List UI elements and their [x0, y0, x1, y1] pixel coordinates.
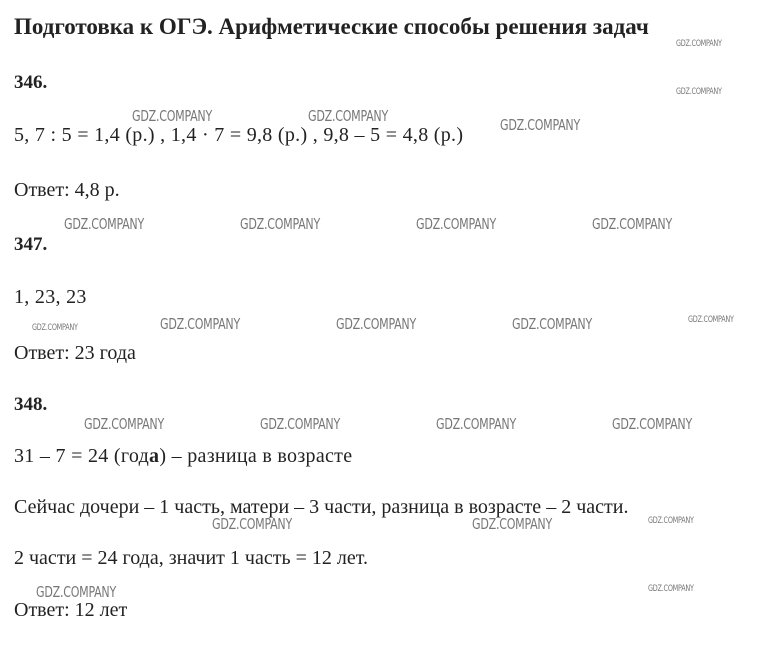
problem-347-number: 347.: [14, 234, 48, 255]
problem-347-answer: Ответ: 23 года: [14, 342, 136, 364]
watermark: GDZ.COMPANY: [132, 107, 212, 125]
watermark: GDZ.COMPANY: [436, 415, 516, 433]
problem-348-line3: 2 части = 24 года, значит 1 часть = 12 лет.: [14, 547, 368, 569]
watermark: GDZ.COMPANY: [64, 215, 144, 233]
watermark: GDZ.COMPANY: [240, 215, 320, 233]
watermark: GDZ.COMPANY: [260, 415, 340, 433]
problem-348-line2: Сейчас дочери – 1 часть, матери – 3 части, разница в возрасте – 2 части.: [14, 496, 629, 518]
problem-346-solution: 5, 7 : 5 = 1,4 (р.) , 1,4 · 7 = 9,8 (р.) , 9,8 – 5 = 4,8 (р.): [14, 124, 464, 146]
watermark: GDZ.COMPANY: [688, 315, 734, 325]
watermark: GDZ.COMPANY: [512, 315, 592, 333]
watermark: GDZ.COMPANY: [160, 315, 240, 333]
watermark: GDZ.COMPANY: [36, 583, 116, 601]
page-title: Подготовка к ОГЭ. Арифметические способы решения задач: [14, 14, 649, 39]
watermark: GDZ.COMPANY: [336, 315, 416, 333]
watermark: GDZ.COMPANY: [84, 415, 164, 433]
watermark: GDZ.COMPANY: [32, 323, 78, 333]
watermark: GDZ.COMPANY: [472, 515, 552, 533]
watermark: GDZ.COMPANY: [308, 107, 388, 125]
solution-prefix: 31 – 7 = 24 (год: [14, 445, 150, 467]
problem-346-answer: Ответ: 4,8 р.: [14, 179, 120, 201]
watermark: GDZ.COMPANY: [676, 87, 722, 97]
problem-347-solution: 1, 23, 23: [14, 286, 87, 308]
watermark: GDZ.COMPANY: [676, 39, 722, 49]
watermark: GDZ.COMPANY: [612, 415, 692, 433]
watermark: GDZ.COMPANY: [212, 515, 292, 533]
watermark: GDZ.COMPANY: [648, 516, 694, 526]
problem-348-solution: [14, 445, 352, 468]
problem-348-answer: Ответ: 12 лет: [14, 599, 128, 621]
problem-348-number: 348.: [14, 394, 48, 415]
solution-bold: а: [149, 445, 160, 467]
watermark: GDZ.COMPANY: [648, 584, 694, 594]
solution-suffix: ) – разница в возрасте: [159, 445, 353, 467]
watermark: GDZ.COMPANY: [500, 116, 580, 134]
watermark: GDZ.COMPANY: [416, 215, 496, 233]
watermark: GDZ.COMPANY: [592, 215, 672, 233]
problem-346-number: 346.: [14, 72, 48, 93]
